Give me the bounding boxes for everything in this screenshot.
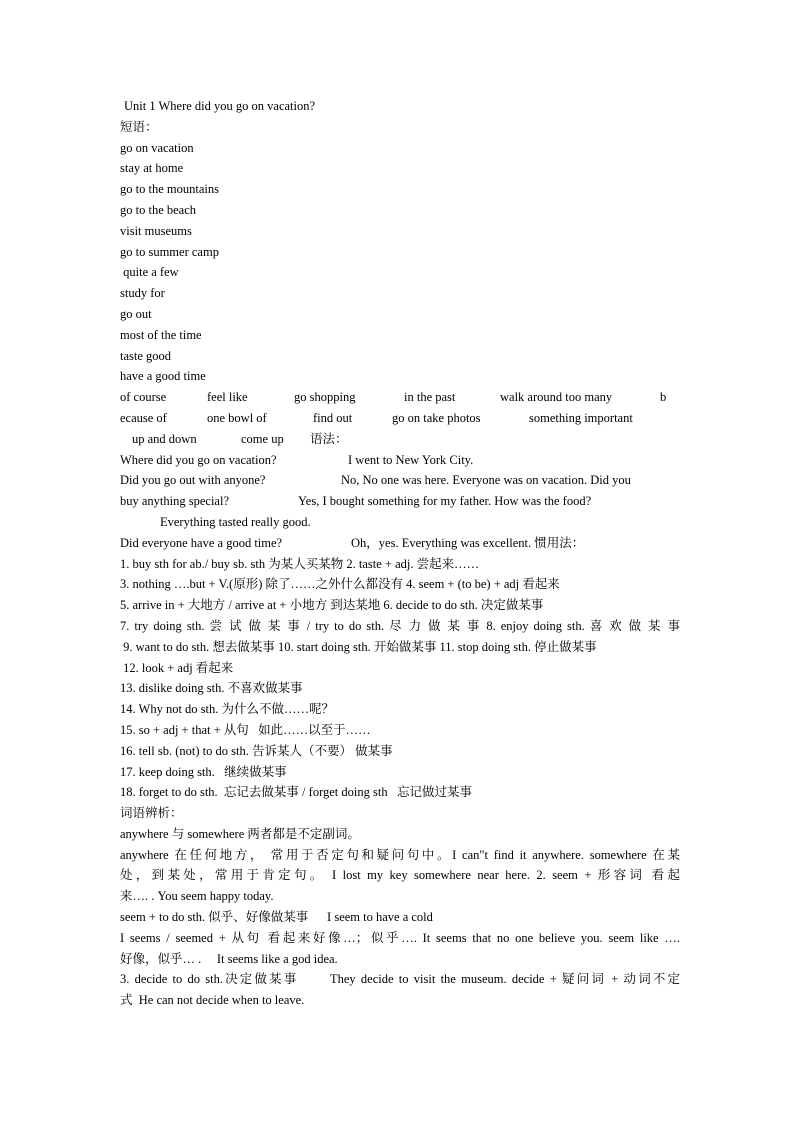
vocab-line: 处，到某处，常用于肯定句。 I lost my key somewhere near here. 2. seem + 形容词 看起	[120, 868, 680, 883]
phrase-item: b	[660, 390, 667, 405]
usage-list	[120, 554, 680, 804]
vocab-line: 来…. . You seem happy today.	[120, 889, 274, 904]
grammar-question: Where did you go on vacation?	[120, 452, 277, 467]
phrase-item: something important	[529, 410, 633, 425]
vocab-line: 好像，似乎… . It seems like a god idea.	[120, 951, 338, 966]
phrase-item: feel like	[207, 390, 248, 405]
phrase-item: quite a few	[120, 265, 179, 280]
usage-item: 14. Why not do sth. 为什么不做……呢？	[120, 702, 335, 717]
phrase-item: come up	[241, 431, 284, 446]
phrase-row	[120, 408, 680, 429]
phrase-item: visit museums	[120, 223, 192, 238]
vocab-line: anywhere 与 somewhere 两者都是不定副词。	[120, 826, 360, 841]
grammar-heading: 语法：	[310, 431, 348, 446]
grammar-question: Did you go out with anyone?	[120, 473, 266, 488]
phrase-item: of course	[120, 390, 167, 405]
grammar-answer: I went to New York City.	[348, 452, 474, 467]
vocab-section	[120, 824, 680, 1011]
phrase-item: up and down	[132, 431, 197, 446]
grammar-answer: Yes, I bought something for my father. How was the food?	[298, 494, 592, 509]
usage-item: 16. tell sb. (not) to do sth. 告诉某人（不要） 做某事	[120, 743, 393, 758]
usage-item: 9. want to do sth. 想去做某事 10. start doing sth. 开始做某事 11. stop doing sth. 停止做某事	[120, 639, 597, 654]
phrase-row	[120, 429, 680, 450]
phrase-item: go on take photos	[392, 410, 481, 425]
unit-title: Unit 1 Where did you go on vacation?	[124, 99, 316, 113]
grammar-answer: No, No one was here. Everyone was on vacation. Did you	[341, 473, 631, 488]
grammar-line	[120, 533, 680, 554]
phrase-item: taste good	[120, 348, 172, 363]
usage-item: 17. keep doing sth. 继续做某事	[120, 764, 287, 779]
phrase-item: go to the beach	[120, 202, 197, 217]
phrases-heading: 短语：	[120, 119, 158, 134]
usage-item: 15. so + adj + that + 从句 如此……以至于……	[120, 722, 371, 737]
usage-item: 5. arrive in + 大地方 / arrive at + 小地方 到达某地 6. decide to do sth. 决定做某事	[120, 598, 544, 613]
vocab-line: 3. decide to do sth.决定做某事 They decide to visit the museum. decide + 疑问词 + 动词不定	[120, 972, 680, 987]
phrase-item: stay at home	[120, 161, 184, 176]
grammar-question: buy anything special?	[120, 494, 229, 509]
usage-item: 3. nothing ….but + V.(原形) 除了……之外什么都没有 4. seem + (to be) + adj 看起来	[120, 577, 560, 592]
phrase-item: go on vacation	[120, 140, 194, 155]
phrase-item: one bowl of	[207, 410, 267, 425]
usage-item: 1. buy sth for ab./ buy sb. sth 为某人买某物 2. taste + adj. 尝起来……	[120, 556, 480, 571]
phrase-item: most of the time	[120, 327, 202, 342]
phrase-item: go to summer camp	[120, 244, 219, 259]
phrase-item: go shopping	[294, 390, 356, 405]
phrase-item: in the past	[404, 390, 456, 405]
grammar-line	[120, 470, 680, 491]
phrase-item: study for	[120, 286, 165, 301]
grammar-answer: Oh，yes. Everything was excellent. 惯用法：	[351, 535, 585, 550]
vocab-line: anywhere 在任何地方， 常用于否定句和疑问句中。I can"t find it anywhere. somewhere 在某	[120, 847, 680, 862]
phrase-item: go out	[120, 306, 152, 321]
usage-item: 12. look + adj 看起来	[120, 660, 234, 675]
phrase-item: walk around too many	[500, 390, 613, 405]
usage-item: 13. dislike doing sth. 不喜欢做某事	[120, 681, 303, 696]
phrase-item: ecause of	[120, 410, 167, 425]
phrase-item: find out	[313, 410, 353, 425]
phrase-item: have a good time	[120, 369, 206, 384]
usage-item: 7. try doing sth. 尝 试 做 某 事 / try to do sth. 尽 力 做 某 事 8. enjoy doing sth. 喜 欢 做 某 事	[120, 618, 680, 633]
grammar-question: Did everyone have a good time?	[120, 535, 283, 550]
vocab-line: I seems / seemed + 从句 看起来好像…；似乎…. It seems that no one believe you. seem like ….	[120, 930, 680, 945]
usage-item: 18. forget to do sth. 忘记去做某事 / forget doing sth 忘记做过某事	[120, 785, 472, 800]
grammar-line	[120, 491, 680, 512]
phrase-list	[120, 138, 680, 388]
vocab-line: seem + to do sth. 似乎、好像做某事 I seem to have a cold	[120, 910, 433, 925]
vocab-line: 式 He can not decide when to leave.	[120, 993, 305, 1008]
phrase-row	[120, 387, 680, 408]
grammar-answer: Everything tasted really good.	[160, 514, 311, 529]
phrase-item: go to the mountains	[120, 182, 219, 197]
vocab-heading: 词语辨析：	[120, 806, 183, 821]
document-body	[120, 96, 680, 1011]
grammar-line	[120, 450, 680, 471]
